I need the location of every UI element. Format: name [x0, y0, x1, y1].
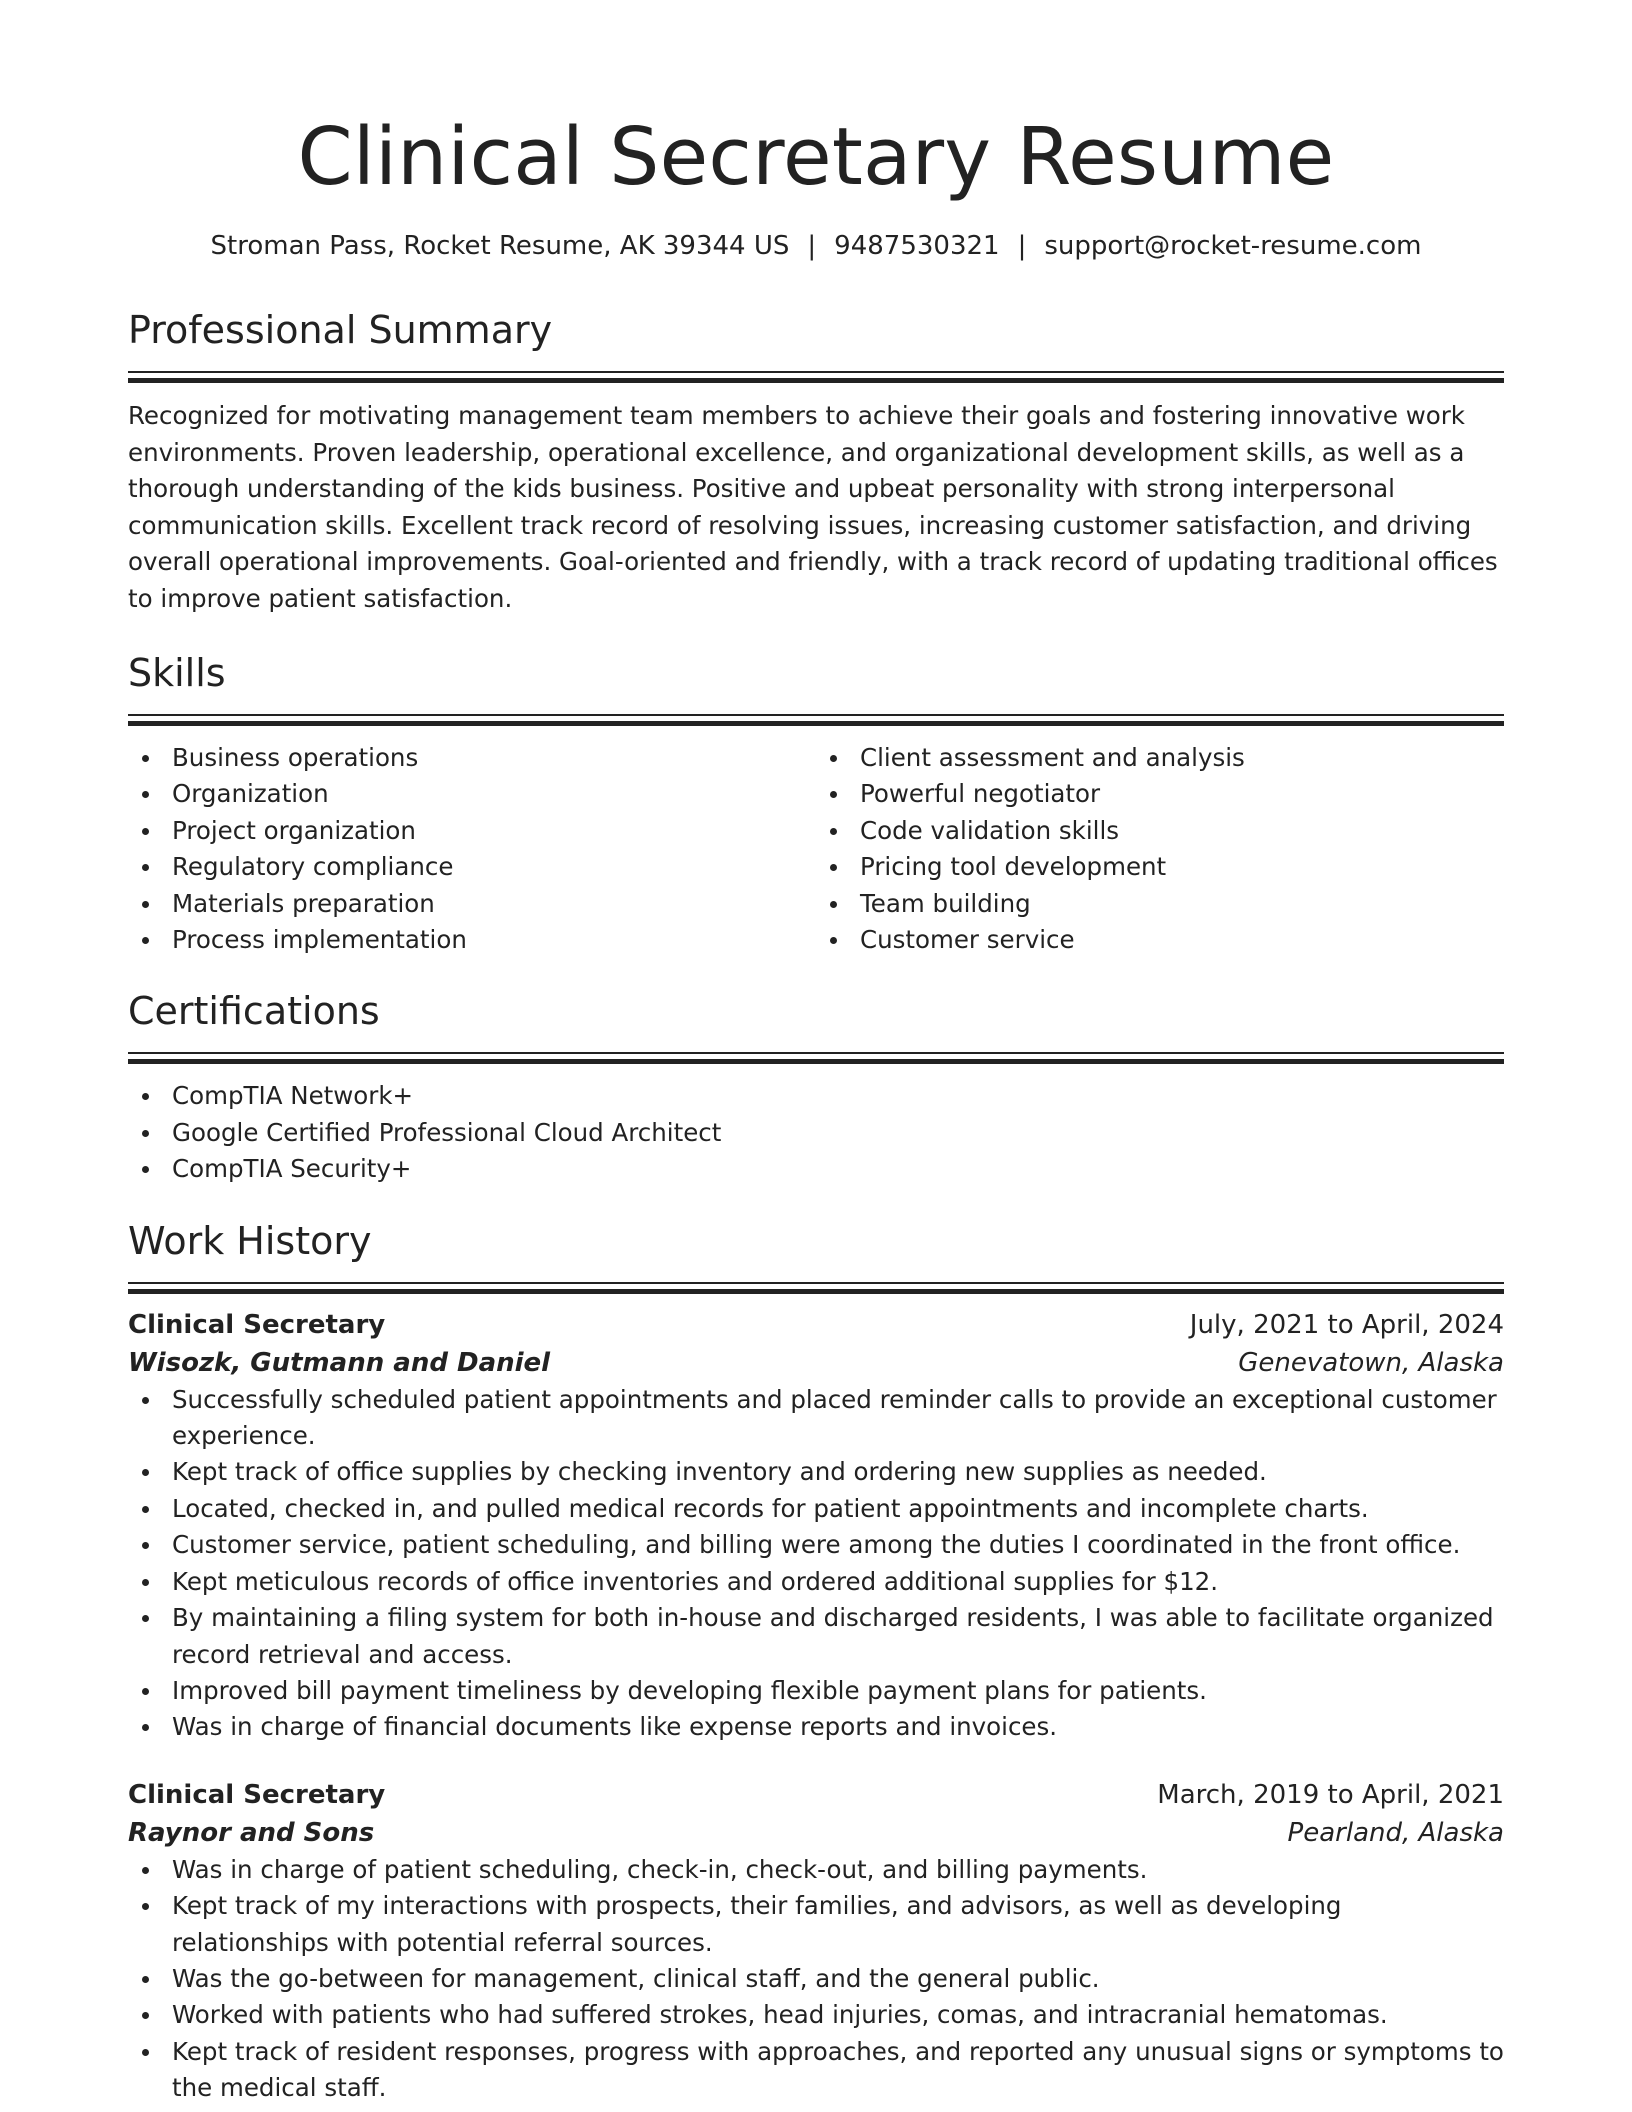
skills-column-right: [816, 740, 1504, 958]
skill-item: Regulatory compliance: [172, 849, 816, 885]
skill-item: Team building: [860, 886, 1504, 922]
summary-heading: Professional Summary: [128, 308, 553, 352]
skill-item: Client assessment and analysis: [860, 740, 1504, 776]
job-duty-item: Kept track of office supplies by checking inventory and ordering new supplies as needed.: [172, 1454, 1504, 1490]
job-title: Clinical Secretary: [128, 1309, 386, 1340]
job-header-row: [128, 1776, 1504, 1814]
contact-separator: |: [1017, 231, 1027, 261]
job-duty-item: Worked with patients who had suffered strokes, head injuries, comas, and intracranial hematomas.: [172, 1997, 1504, 2033]
job-title: Clinical Secretary: [128, 1779, 386, 1810]
job-duty-item: Was the go-between for management, clinical staff, and the general public.: [172, 1961, 1504, 1997]
certification-item: CompTIA Network+: [172, 1078, 1504, 1114]
certifications-heading: Certifications: [128, 989, 380, 1034]
resume-title: Clinical Secretary Resume: [297, 111, 1335, 203]
summary-text: Recognized for motivating management team members to achieve their goals and fostering innovative work environments. Proven leadership, operational excellence, and organizational development skills, as well as a thorough understanding of the kids business. Positive and upbeat personality with strong interpersonal communication skills. Excellent track record of resolving issues, increasing customer satisfaction, and driving overall operational improvements. Goal-oriented and friendly, with a track record of updating traditional offices to improve patient satisfaction.: [128, 401, 1498, 613]
job-subheader-row: [128, 1344, 1504, 1382]
section-divider: [128, 371, 1504, 383]
skill-item: Project organization: [172, 813, 816, 849]
job-location: Genevatown, Alaska: [1238, 1347, 1504, 1378]
job-duty-item: Improved bill payment timeliness by developing flexible payment plans for patients.: [172, 1673, 1504, 1709]
job-dates: July, 2021 to April, 2024: [1189, 1309, 1504, 1340]
job-header-row: [128, 1306, 1504, 1344]
work-history-section: [128, 1218, 1504, 2107]
job-duty-item: Successfully scheduled patient appointments and placed reminder calls to provide an exceptional customer experience.: [172, 1382, 1504, 1455]
job-duties-list: [128, 1852, 1504, 2107]
skills-column-left: [128, 740, 816, 958]
skill-item: Materials preparation: [172, 886, 816, 922]
section-divider: [128, 1052, 1504, 1064]
job-entry: [128, 1306, 1504, 1746]
job-duty-item: Kept track of resident responses, progress with approaches, and reported any unusual signs or symptoms to the medical staff.: [172, 2034, 1504, 2107]
job-duty-item: Was in charge of patient scheduling, check-in, check-out, and billing payments.: [172, 1852, 1504, 1888]
job-dates: March, 2019 to April, 2021: [1157, 1779, 1504, 1810]
contact-separator: |: [807, 231, 817, 261]
job-company: Raynor and Sons: [128, 1817, 375, 1848]
job-subheader-row: [128, 1814, 1504, 1852]
job-duty-item: By maintaining a filing system for both in-house and discharged residents, I was able to facilitate organized record retrieval and access.: [172, 1600, 1504, 1673]
job-duties-list: [128, 1382, 1504, 1746]
skills-list-right: [816, 740, 1504, 958]
contact-email: support@rocket-resume.com: [1044, 231, 1422, 261]
job-duty-item: Located, checked in, and pulled medical records for patient appointments and incomplete charts.: [172, 1491, 1504, 1527]
section-divider: [128, 1282, 1504, 1294]
work-history-heading: Work History: [128, 1218, 372, 1263]
job-duty-item: Kept track of my interactions with prospects, their families, and advisors, as well as developing relationships with potential referral sources.: [172, 1888, 1504, 1961]
job-company: Wisozk, Gutmann and Daniel: [128, 1347, 551, 1378]
job-duty-item: Kept meticulous records of office inventories and ordered additional supplies for $12.: [172, 1564, 1504, 1600]
certification-item: CompTIA Security+: [172, 1151, 1504, 1187]
summary-section: [128, 308, 1504, 617]
skill-item: Business operations: [172, 740, 816, 776]
skill-item: Powerful negotiator: [860, 776, 1504, 812]
skill-item: Customer service: [860, 922, 1504, 958]
skill-item: Organization: [172, 776, 816, 812]
section-divider: [128, 714, 1504, 726]
contact-address: Stroman Pass, Rocket Resume, AK 39344 US: [210, 231, 790, 261]
certification-item: Google Certified Professional Cloud Architect: [172, 1115, 1504, 1151]
certifications-section: [128, 989, 1504, 1187]
job-entry: [128, 1776, 1504, 2107]
contact-line: [128, 231, 1504, 261]
job-duty-item: Customer service, patient scheduling, and billing were among the duties I coordinated in the front office.: [172, 1527, 1504, 1563]
job-duty-item: Was in charge of financial documents like expense reports and invoices.: [172, 1709, 1504, 1745]
job-location: Pearland, Alaska: [1287, 1817, 1504, 1848]
skill-item: Pricing tool development: [860, 849, 1504, 885]
contact-phone: 9487530321: [834, 231, 1000, 261]
skills-heading: Skills: [128, 651, 226, 695]
skills-list-left: [128, 740, 816, 958]
skills-section: [128, 651, 1504, 958]
skill-item: Process implementation: [172, 922, 816, 958]
skills-grid: [128, 740, 1504, 958]
skill-item: Code validation skills: [860, 813, 1504, 849]
certifications-list: [128, 1078, 1504, 1187]
